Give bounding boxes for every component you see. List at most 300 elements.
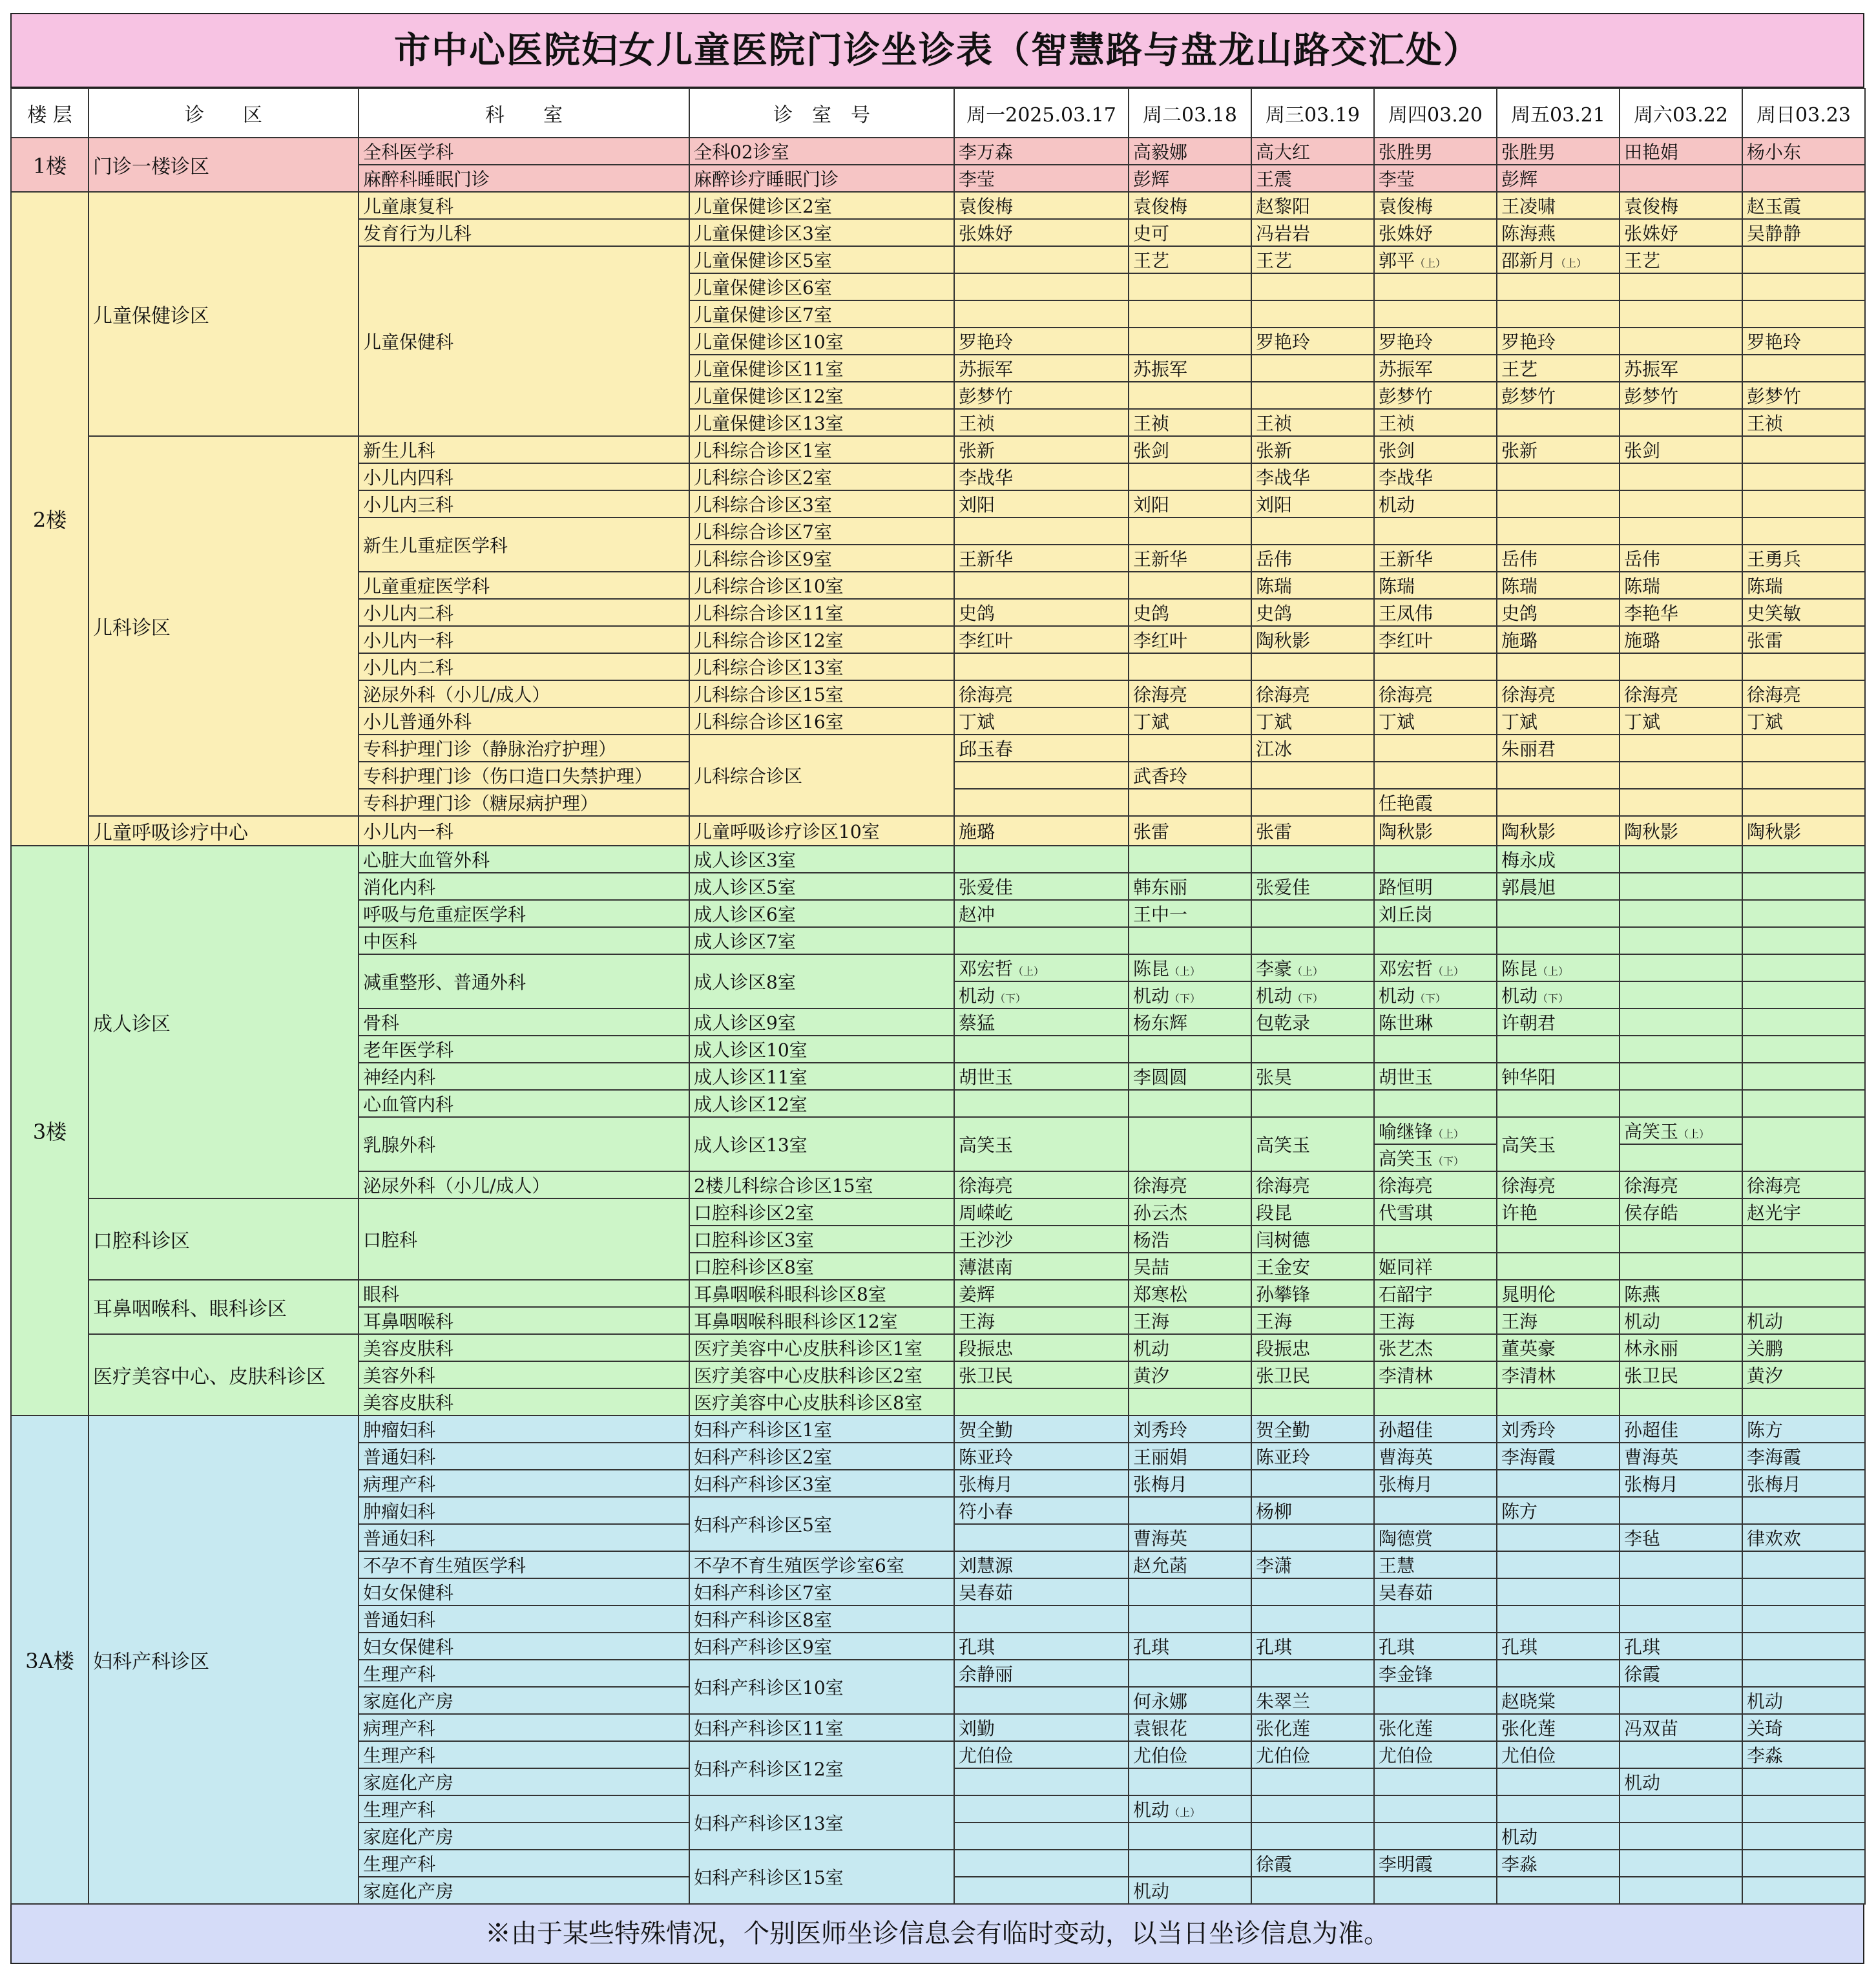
table-cell — [954, 1877, 1129, 1904]
cell-text: 史鸽 — [959, 603, 995, 624]
cell-text: 张梅月 — [1624, 1474, 1679, 1495]
table-cell — [689, 300, 954, 328]
table-cell — [1374, 954, 1497, 981]
table-cell — [359, 1741, 689, 1768]
table-cell — [954, 927, 1129, 954]
table-cell — [1742, 300, 1865, 328]
table-cell — [1497, 1768, 1620, 1795]
table-cell — [1497, 1117, 1620, 1171]
cell-text: 何永娜 — [1133, 1691, 1188, 1712]
table-cell — [689, 409, 954, 436]
cell-text: 徐海亮 — [1747, 684, 1802, 706]
table-cell — [1251, 1470, 1374, 1497]
table-cell — [1374, 927, 1497, 954]
table-cell — [1374, 1361, 1497, 1388]
shift-note: （上） — [1013, 965, 1045, 977]
table-cell — [1620, 1524, 1742, 1551]
header-tue: 周二03.18 — [1129, 89, 1251, 138]
table-cell — [1497, 409, 1620, 436]
header-zone: 诊 区 — [89, 89, 359, 138]
cell-text: 全科医学科 — [363, 141, 454, 163]
header-room: 诊 室 号 — [689, 89, 954, 138]
cell-text: 郭晨旭 — [1501, 877, 1556, 898]
header-sat: 周六03.22 — [1620, 89, 1742, 138]
table-cell — [689, 599, 954, 626]
header-thu: 周四03.20 — [1374, 89, 1497, 138]
table-cell — [1620, 626, 1742, 653]
table-cell — [1129, 653, 1251, 680]
table-cell — [954, 572, 1129, 599]
table-cell — [954, 1307, 1129, 1334]
table-cell — [689, 680, 954, 707]
cell-text: 泌尿外科（小儿/成人） — [363, 1175, 550, 1197]
table-cell — [1251, 680, 1374, 707]
cell-text: 口腔科诊区 — [93, 1230, 190, 1253]
cell-text: 徐霞 — [1624, 1664, 1661, 1685]
table-cell — [359, 246, 689, 436]
table-cell — [359, 1443, 689, 1470]
table-cell — [954, 816, 1129, 846]
shift-note: （上） — [1415, 257, 1446, 269]
table-cell — [1251, 1063, 1374, 1090]
cell-text: 吴春茹 — [1379, 1582, 1433, 1604]
cell-text: 医疗美容中心皮肤科诊区2室 — [694, 1365, 922, 1386]
cell-text: 李红叶 — [959, 630, 1014, 651]
cell-text: 儿童保健诊区13室 — [694, 413, 844, 434]
cell-text: 儿童呼吸诊疗中心 — [93, 822, 248, 844]
table-cell — [689, 545, 954, 572]
cell-text: 王艺 — [1133, 250, 1170, 271]
table-cell — [1374, 1714, 1497, 1741]
table-cell — [1374, 707, 1497, 735]
cell-text: 王海 — [959, 1311, 995, 1332]
cell-text: 王沙沙 — [959, 1229, 1014, 1251]
cell-text: 施璐 — [959, 821, 995, 842]
cell-text: 陶秋影 — [1501, 821, 1556, 842]
table-cell — [954, 409, 1129, 436]
table-cell — [1620, 816, 1742, 846]
table-cell — [954, 1198, 1129, 1226]
cell-text: 2楼 — [32, 508, 67, 532]
cell-text: 小儿内二科 — [363, 657, 454, 678]
table-cell — [954, 517, 1129, 545]
cell-text: 生理产科 — [363, 1745, 436, 1766]
table-cell — [1742, 1714, 1865, 1741]
table-cell — [1497, 707, 1620, 735]
cell-text: 苏振军 — [1624, 359, 1679, 380]
cell-text: 妇科产科诊区15室 — [694, 1867, 844, 1888]
table-cell — [359, 1551, 689, 1578]
cell-text: 陈燕 — [1624, 1284, 1661, 1305]
cell-text: 成人诊区9室 — [694, 1012, 796, 1034]
table-cell — [954, 1334, 1129, 1361]
cell-text: 生理产科 — [363, 1664, 436, 1685]
cell-text: 妇科产科诊区8室 — [694, 1609, 832, 1631]
cell-text: 徐海亮 — [959, 1175, 1014, 1197]
table-cell — [1251, 1388, 1374, 1416]
table-cell — [1742, 517, 1865, 545]
table-cell — [1251, 490, 1374, 517]
table-row — [11, 1334, 1865, 1361]
table-cell — [1620, 409, 1742, 436]
table-cell — [1374, 735, 1497, 762]
cell-text: 孙攀锋 — [1256, 1284, 1311, 1305]
table-cell — [1742, 1009, 1865, 1036]
cell-text: 彭梦竹 — [1379, 386, 1433, 407]
cell-text: 史鸽 — [1256, 603, 1293, 624]
table-cell — [1497, 1009, 1620, 1036]
cell-text: 专科护理门诊（静脉治疗护理） — [363, 738, 617, 760]
table-cell — [1129, 1334, 1251, 1361]
cell-text: 1楼 — [32, 154, 67, 178]
table-cell — [1374, 1090, 1497, 1117]
cell-text: 施璐 — [1624, 630, 1661, 651]
table-cell — [1742, 1388, 1865, 1416]
cell-text: 张爱佳 — [1256, 877, 1311, 898]
cell-text: 陶德赏 — [1379, 1528, 1433, 1549]
cell-text: 王祯 — [959, 413, 995, 434]
cell-text: 李万森 — [959, 141, 1014, 163]
table-cell — [1497, 355, 1620, 382]
table-cell — [1620, 273, 1742, 300]
table-cell — [1620, 572, 1742, 599]
table-row — [11, 138, 1865, 165]
cell-text: 儿科综合诊区3室 — [694, 494, 832, 516]
cell-text: 张姝妤 — [959, 223, 1014, 244]
table-cell — [1129, 1470, 1251, 1497]
table-cell — [954, 192, 1129, 219]
table-cell — [1497, 246, 1620, 273]
table-cell — [1620, 545, 1742, 572]
table-cell — [689, 1497, 954, 1551]
cell-text: 小儿内一科 — [363, 821, 454, 842]
table-cell — [1497, 1416, 1620, 1443]
table-cell — [1620, 1551, 1742, 1578]
table-cell — [689, 436, 954, 463]
table-cell — [1620, 246, 1742, 273]
cell-text: 不孕不育生殖医学科 — [363, 1555, 526, 1576]
cell-text: 张雷 — [1256, 821, 1293, 842]
header-row — [11, 89, 1865, 138]
table-cell — [689, 873, 954, 900]
cell-text: 钟华阳 — [1501, 1067, 1556, 1088]
cell-text: 张化莲 — [1501, 1718, 1556, 1739]
table-cell — [1620, 707, 1742, 735]
table-cell — [1497, 1850, 1620, 1877]
shift-note: （上） — [1678, 1128, 1710, 1140]
cell-text: 徐海亮 — [1133, 684, 1188, 706]
table-cell — [1251, 436, 1374, 463]
cell-text: 小儿内四科 — [363, 467, 454, 488]
cell-text: 机动 — [1624, 1311, 1661, 1332]
table-cell — [1742, 1198, 1865, 1226]
table-cell — [359, 735, 689, 762]
table-cell — [1742, 1280, 1865, 1307]
table-cell — [1374, 165, 1497, 192]
table-cell — [1497, 1741, 1620, 1768]
zone-cell — [89, 816, 359, 846]
cell-text: 陈昆 — [1133, 958, 1170, 979]
table-cell — [1374, 1497, 1497, 1524]
cell-text: 生理产科 — [363, 1799, 436, 1821]
table-cell — [1251, 1877, 1374, 1904]
table-cell — [1251, 409, 1374, 436]
table-cell — [1374, 436, 1497, 463]
cell-text: 尤伯俭 — [1379, 1745, 1433, 1766]
cell-text: 病理产科 — [363, 1718, 436, 1739]
cell-text: 高笑玉 — [1624, 1121, 1679, 1142]
table-cell — [1742, 762, 1865, 789]
cell-text: 喻继锋 — [1379, 1121, 1433, 1142]
cell-text: 任艳霞 — [1379, 793, 1433, 814]
table-cell — [689, 192, 954, 219]
cell-text: 赵冲 — [959, 904, 995, 925]
cell-text: 杨浩 — [1133, 1229, 1170, 1251]
cell-text: 妇科产科诊区1室 — [694, 1419, 832, 1441]
table-cell — [1497, 1524, 1620, 1551]
table-cell — [1742, 1741, 1865, 1768]
table-cell — [1374, 1226, 1497, 1253]
cell-text: 史鸽 — [1133, 603, 1170, 624]
cell-text: 成人诊区13室 — [694, 1134, 808, 1156]
table-cell — [954, 1578, 1129, 1605]
table-cell — [954, 1117, 1129, 1171]
table-cell — [1129, 409, 1251, 436]
table-cell — [1129, 626, 1251, 653]
table-cell — [954, 1741, 1129, 1768]
cell-text: 高笑玉 — [1256, 1134, 1311, 1156]
cell-text: 妇科产科诊区5室 — [694, 1514, 832, 1536]
cell-text: 王新华 — [1133, 549, 1188, 570]
cell-text: 普通妇科 — [363, 1609, 436, 1631]
cell-text: 尤伯俭 — [959, 1745, 1014, 1766]
cell-text: 徐海亮 — [1133, 1175, 1188, 1197]
table-cell — [1251, 572, 1374, 599]
cell-text: 董英豪 — [1501, 1338, 1556, 1359]
table-cell — [1497, 1388, 1620, 1416]
table-cell — [1374, 328, 1497, 355]
cell-text: 王海 — [1379, 1311, 1415, 1332]
cell-text: 陈昆 — [1501, 958, 1538, 979]
table-cell — [1742, 138, 1865, 165]
cell-text: 张雷 — [1747, 630, 1784, 651]
table-cell — [1497, 954, 1620, 981]
table-cell — [1620, 138, 1742, 165]
cell-text: 老年医学科 — [363, 1040, 454, 1061]
cell-text: 儿童康复科 — [363, 196, 454, 217]
table-cell — [1374, 1280, 1497, 1307]
cell-text: 儿科综合诊区10室 — [694, 576, 844, 597]
cell-text: 杨柳 — [1256, 1501, 1293, 1522]
cell-text: 陈亚玲 — [1256, 1447, 1311, 1468]
table-cell — [359, 1388, 689, 1416]
cell-text: 薄湛南 — [959, 1257, 1014, 1278]
cell-text: 张卫民 — [1624, 1365, 1679, 1386]
cell-text: 妇女保健科 — [363, 1582, 454, 1604]
table-cell — [1742, 1660, 1865, 1687]
table-cell — [359, 1877, 689, 1904]
cell-text: 徐海亮 — [1256, 1175, 1311, 1197]
cell-text: 医疗美容中心、皮肤科诊区 — [93, 1366, 326, 1388]
table-cell — [1620, 1795, 1742, 1823]
cell-text: 吴春茹 — [959, 1582, 1014, 1604]
cell-text: 妇科产科诊区12室 — [694, 1759, 844, 1780]
table-cell — [1374, 789, 1497, 816]
table-cell — [1497, 1823, 1620, 1850]
table-cell — [1742, 246, 1865, 273]
table-cell — [1620, 653, 1742, 680]
header-department: 科 室 — [359, 89, 689, 138]
table-cell — [1620, 846, 1742, 873]
table-cell — [1620, 599, 1742, 626]
table-cell — [1497, 1605, 1620, 1633]
cell-text: 妇科产科诊区9室 — [694, 1636, 832, 1658]
table-cell — [1620, 1063, 1742, 1090]
cell-text: 骨科 — [363, 1012, 400, 1034]
table-cell — [1129, 1253, 1251, 1280]
cell-text: 张梅月 — [1379, 1474, 1433, 1495]
table-cell — [1620, 1307, 1742, 1334]
cell-text: 史鸽 — [1501, 603, 1538, 624]
cell-text: 孔琪 — [1501, 1636, 1538, 1658]
table-cell — [954, 1714, 1129, 1741]
table-cell — [689, 1063, 954, 1090]
cell-text: 徐海亮 — [1501, 684, 1556, 706]
table-cell — [1129, 1660, 1251, 1687]
table-cell — [954, 1795, 1129, 1823]
table-cell — [359, 1633, 689, 1660]
table-cell — [1251, 1823, 1374, 1850]
cell-text: 妇科产科诊区2室 — [694, 1447, 832, 1468]
cell-text: 张剑 — [1379, 440, 1415, 461]
table-cell — [689, 846, 954, 873]
table-cell — [954, 273, 1129, 300]
table-cell — [1620, 1443, 1742, 1470]
cell-text: 儿童呼吸诊疗诊区10室 — [694, 821, 880, 842]
cell-text: 陈世琳 — [1379, 1012, 1433, 1034]
table-cell — [954, 1605, 1129, 1633]
table-cell — [359, 599, 689, 626]
table-cell — [1620, 1877, 1742, 1904]
table-cell — [689, 1171, 954, 1198]
cell-text: 曹海英 — [1624, 1447, 1679, 1468]
table-cell — [954, 1823, 1129, 1850]
cell-text: 3A楼 — [25, 1649, 74, 1673]
cell-text: 孔琪 — [959, 1636, 995, 1658]
table-cell — [1497, 1470, 1620, 1497]
cell-text: 儿童保健诊区11室 — [694, 359, 844, 380]
cell-text: 消化内科 — [363, 877, 436, 898]
table-cell — [1251, 1171, 1374, 1198]
table-cell — [1620, 517, 1742, 545]
cell-text: 李淼 — [1747, 1745, 1784, 1766]
table-cell — [954, 138, 1129, 165]
cell-text: 丁斌 — [1133, 711, 1170, 733]
cell-text: 罗艳玲 — [959, 331, 1014, 353]
table-cell — [1129, 1280, 1251, 1307]
table-cell — [689, 1253, 954, 1280]
table-cell — [1497, 762, 1620, 789]
table-cell — [1374, 762, 1497, 789]
cell-text: 朱丽君 — [1501, 738, 1556, 760]
cell-text: 徐海亮 — [1624, 684, 1679, 706]
cell-text: 生理产科 — [363, 1854, 436, 1875]
table-cell — [1129, 599, 1251, 626]
cell-text: 彭梦竹 — [1501, 386, 1556, 407]
cell-text: 心脏大血管外科 — [363, 850, 490, 871]
table-cell — [1742, 1524, 1865, 1551]
schedule-body — [11, 138, 1865, 1904]
table-cell — [1374, 273, 1497, 300]
table-cell — [689, 1280, 954, 1307]
cell-text: 中医科 — [363, 931, 418, 952]
cell-text: 儿童保健诊区3室 — [694, 223, 832, 244]
table-cell — [1374, 1633, 1497, 1660]
table-cell — [359, 219, 689, 246]
table-cell — [1374, 545, 1497, 572]
table-cell — [1497, 1497, 1620, 1524]
cell-text: 朱翠兰 — [1256, 1691, 1311, 1712]
table-cell — [689, 1090, 954, 1117]
table-cell — [1374, 816, 1497, 846]
cell-text: 儿科综合诊区 — [694, 766, 803, 787]
table-cell — [1251, 816, 1374, 846]
table-cell — [689, 626, 954, 653]
table-cell — [1497, 572, 1620, 599]
table-cell — [689, 1117, 954, 1171]
zone-cell — [89, 1198, 359, 1280]
table-cell — [954, 382, 1129, 409]
table-cell — [1374, 626, 1497, 653]
table-cell — [1620, 192, 1742, 219]
shift-note: （下） — [1169, 992, 1201, 1005]
table-cell — [1251, 789, 1374, 816]
cell-text: 张卫民 — [1256, 1365, 1311, 1386]
table-cell — [1497, 219, 1620, 246]
table-cell — [954, 735, 1129, 762]
table-cell — [1742, 1361, 1865, 1388]
table-cell — [1251, 707, 1374, 735]
table-cell — [689, 954, 954, 1009]
table-cell — [1251, 1605, 1374, 1633]
table-cell — [1742, 873, 1865, 900]
cell-text: 袁俊梅 — [1624, 196, 1679, 217]
cell-text: 陈瑞 — [1256, 576, 1293, 597]
table-cell — [1129, 846, 1251, 873]
table-cell — [689, 735, 954, 816]
cell-text: 儿童保健诊区2室 — [694, 196, 832, 217]
table-cell — [954, 1009, 1129, 1036]
cell-text: 妇女保健科 — [363, 1636, 454, 1658]
table-cell — [1374, 1063, 1497, 1090]
cell-text: 尤伯俭 — [1133, 1745, 1188, 1766]
table-cell — [1129, 1714, 1251, 1741]
cell-text: 美容外科 — [363, 1365, 436, 1386]
table-cell — [954, 1633, 1129, 1660]
table-cell — [1742, 954, 1865, 981]
cell-text: 史可 — [1133, 223, 1170, 244]
cell-text: 王丽娟 — [1133, 1447, 1188, 1468]
table-cell — [1742, 707, 1865, 735]
cell-text: 余静丽 — [959, 1664, 1014, 1685]
cell-text: 孔琪 — [1256, 1636, 1293, 1658]
table-cell — [1129, 517, 1251, 545]
table-cell — [1251, 382, 1374, 409]
cell-text: 罗艳玲 — [1379, 331, 1433, 353]
table-cell — [1497, 1578, 1620, 1605]
table-cell — [1497, 1633, 1620, 1660]
table-cell — [954, 1036, 1129, 1063]
